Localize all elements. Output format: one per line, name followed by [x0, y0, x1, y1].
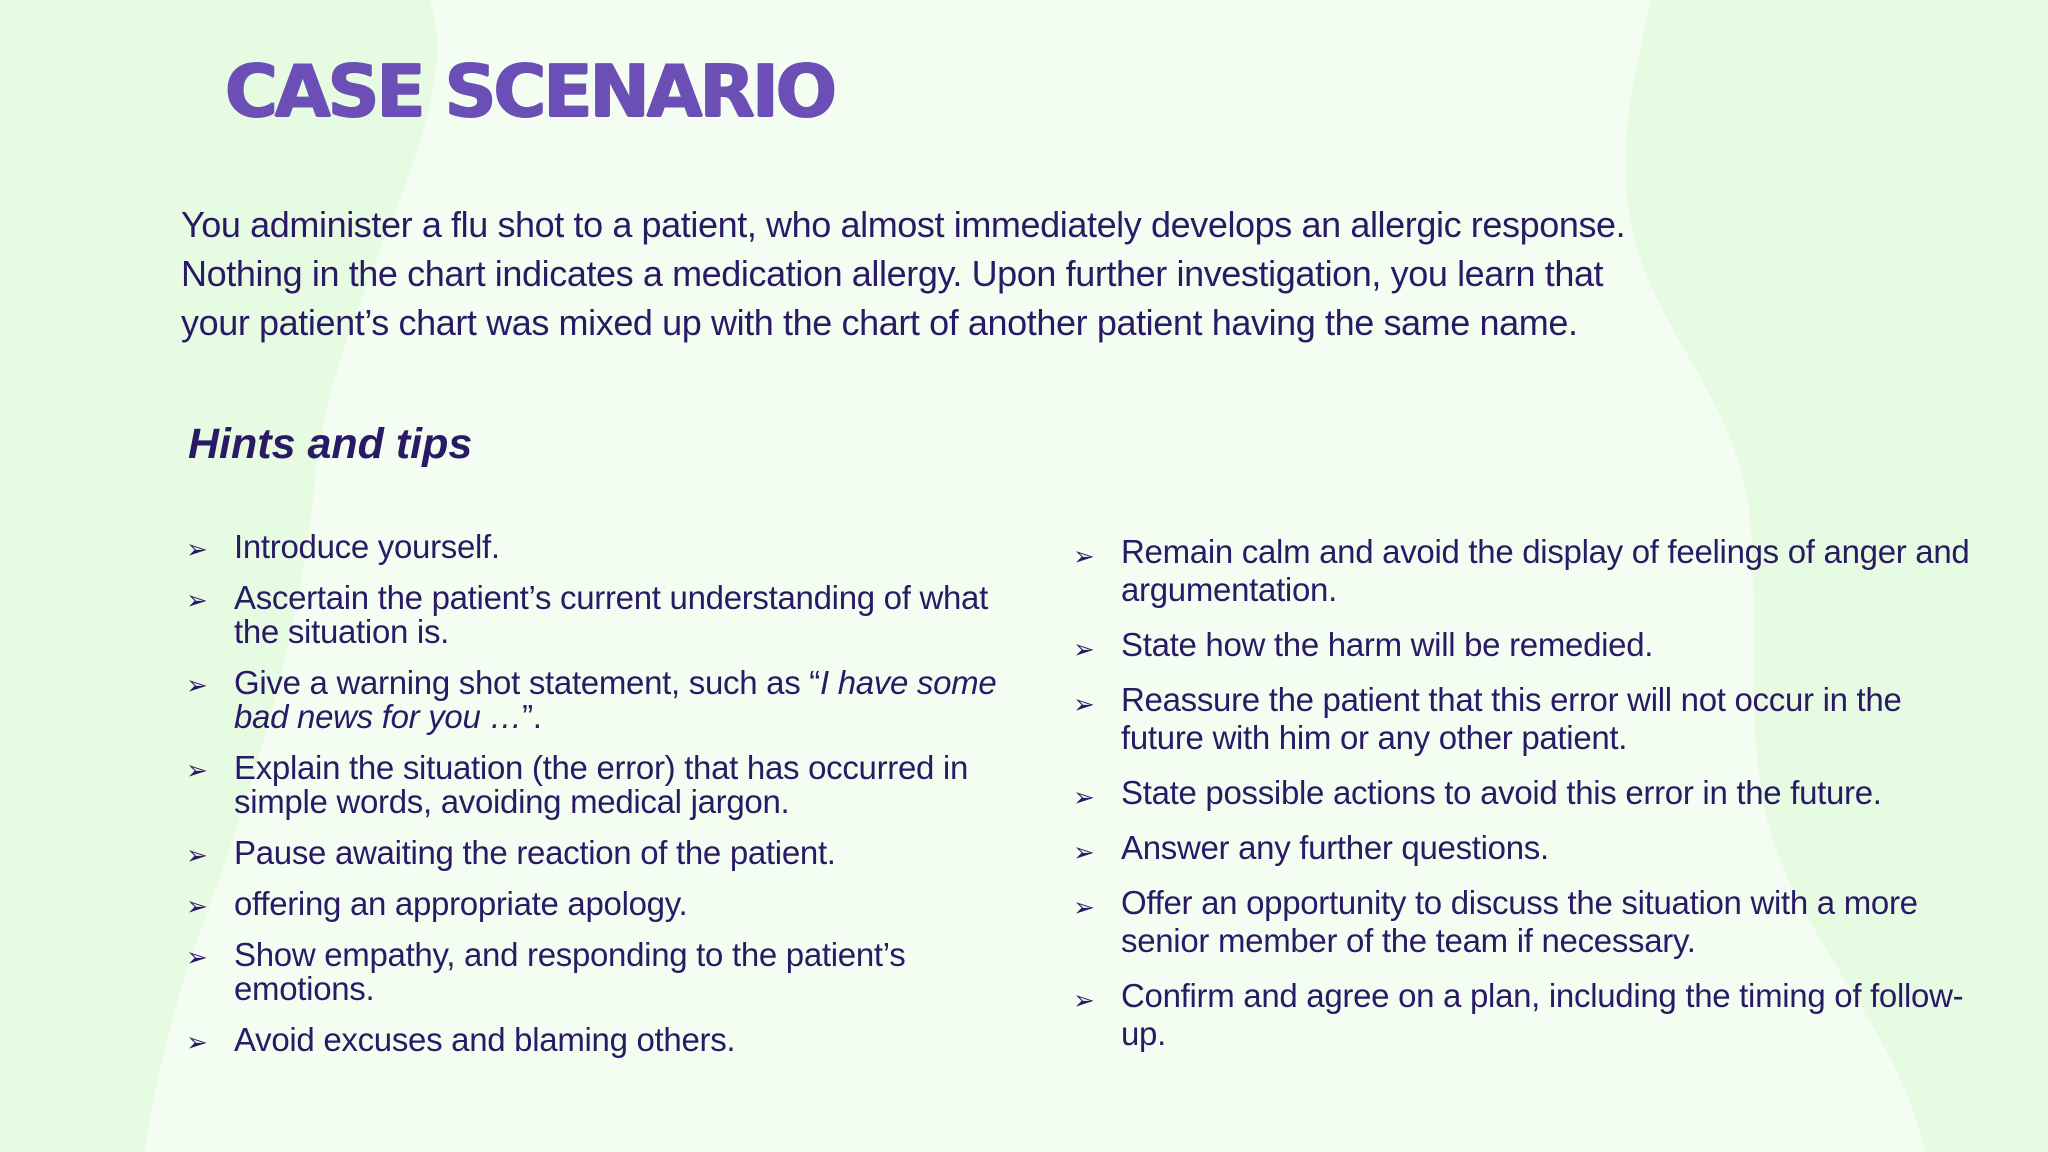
list-item: ➢ Answer any further questions. [1073, 829, 1973, 867]
list-item: ➢ Confirm and agree on a plan, including the timing of follow-up. [1073, 977, 1964, 1052]
list-item: ➢ State possible actions to avoid this error in the future. [1073, 774, 1973, 812]
arrow-bullet-icon: ➢ [1073, 689, 1095, 719]
list-item: ➢ Show empathy, and responding to the patient’s emotions. [186, 936, 906, 1007]
list-item: ➢ Offer an opportunity to discuss the situation with a more senior member of the team if necessary. [1073, 884, 1918, 959]
hints-heading: Hints and tips [188, 420, 473, 468]
tips-list-right [1073, 533, 1973, 1070]
arrow-bullet-icon: ➢ [1073, 541, 1095, 571]
scenario-line: You administer a flu shot to a patient, who almost immediately develops an allergic response. [181, 204, 1626, 245]
arrow-bullet-icon: ➢ [186, 942, 208, 972]
list-item: ➢ Ascertain the patient’s current understanding of what the situation is. [186, 579, 988, 650]
list-item: ➢ offering an appropriate apology. [186, 885, 688, 922]
arrow-bullet-icon: ➢ [186, 585, 208, 615]
list-item: ➢ Avoid excuses and blaming others. [186, 1021, 736, 1058]
arrow-bullet-icon: ➢ [1073, 985, 1095, 1015]
list-item: ➢ Remain calm and avoid the display of feelings of anger and argumentation. [1073, 533, 1970, 608]
arrow-bullet-icon: ➢ [1073, 782, 1095, 812]
list-item: ➢ Give a warning shot statement, such as “I have some bad news for you …”. [186, 664, 997, 735]
list-item: ➢ Reassure the patient that this error will not occur in the future with him or any other patient. [1073, 681, 1902, 756]
list-item: ➢ Introduce yourself. [186, 528, 500, 565]
list-item: ➢ Pause awaiting the reaction of the patient. [186, 834, 836, 871]
scenario-text [181, 200, 1761, 347]
arrow-bullet-icon: ➢ [1073, 837, 1095, 867]
arrow-bullet-icon: ➢ [1073, 634, 1095, 664]
list-item: ➢ Explain the situation (the error) that has occurred in simple words, avoiding medical jargon. [186, 749, 969, 820]
slide-title: CASE SCENARIO [224, 49, 833, 133]
tips-list-left [186, 530, 1006, 1074]
scenario-line: your patient’s chart was mixed up with the chart of another patient having the same name. [181, 302, 1578, 343]
arrow-bullet-icon: ➢ [186, 1027, 208, 1057]
arrow-bullet-icon: ➢ [186, 670, 208, 700]
arrow-bullet-icon: ➢ [186, 534, 208, 564]
scenario-line: Nothing in the chart indicates a medication allergy. Upon further investigation, you learn that [181, 253, 1604, 294]
arrow-bullet-icon: ➢ [186, 891, 208, 921]
arrow-bullet-icon: ➢ [186, 840, 208, 870]
list-item: ➢ State how the harm will be remedied. [1073, 626, 1973, 664]
arrow-bullet-icon: ➢ [1073, 892, 1095, 922]
arrow-bullet-icon: ➢ [186, 755, 208, 785]
